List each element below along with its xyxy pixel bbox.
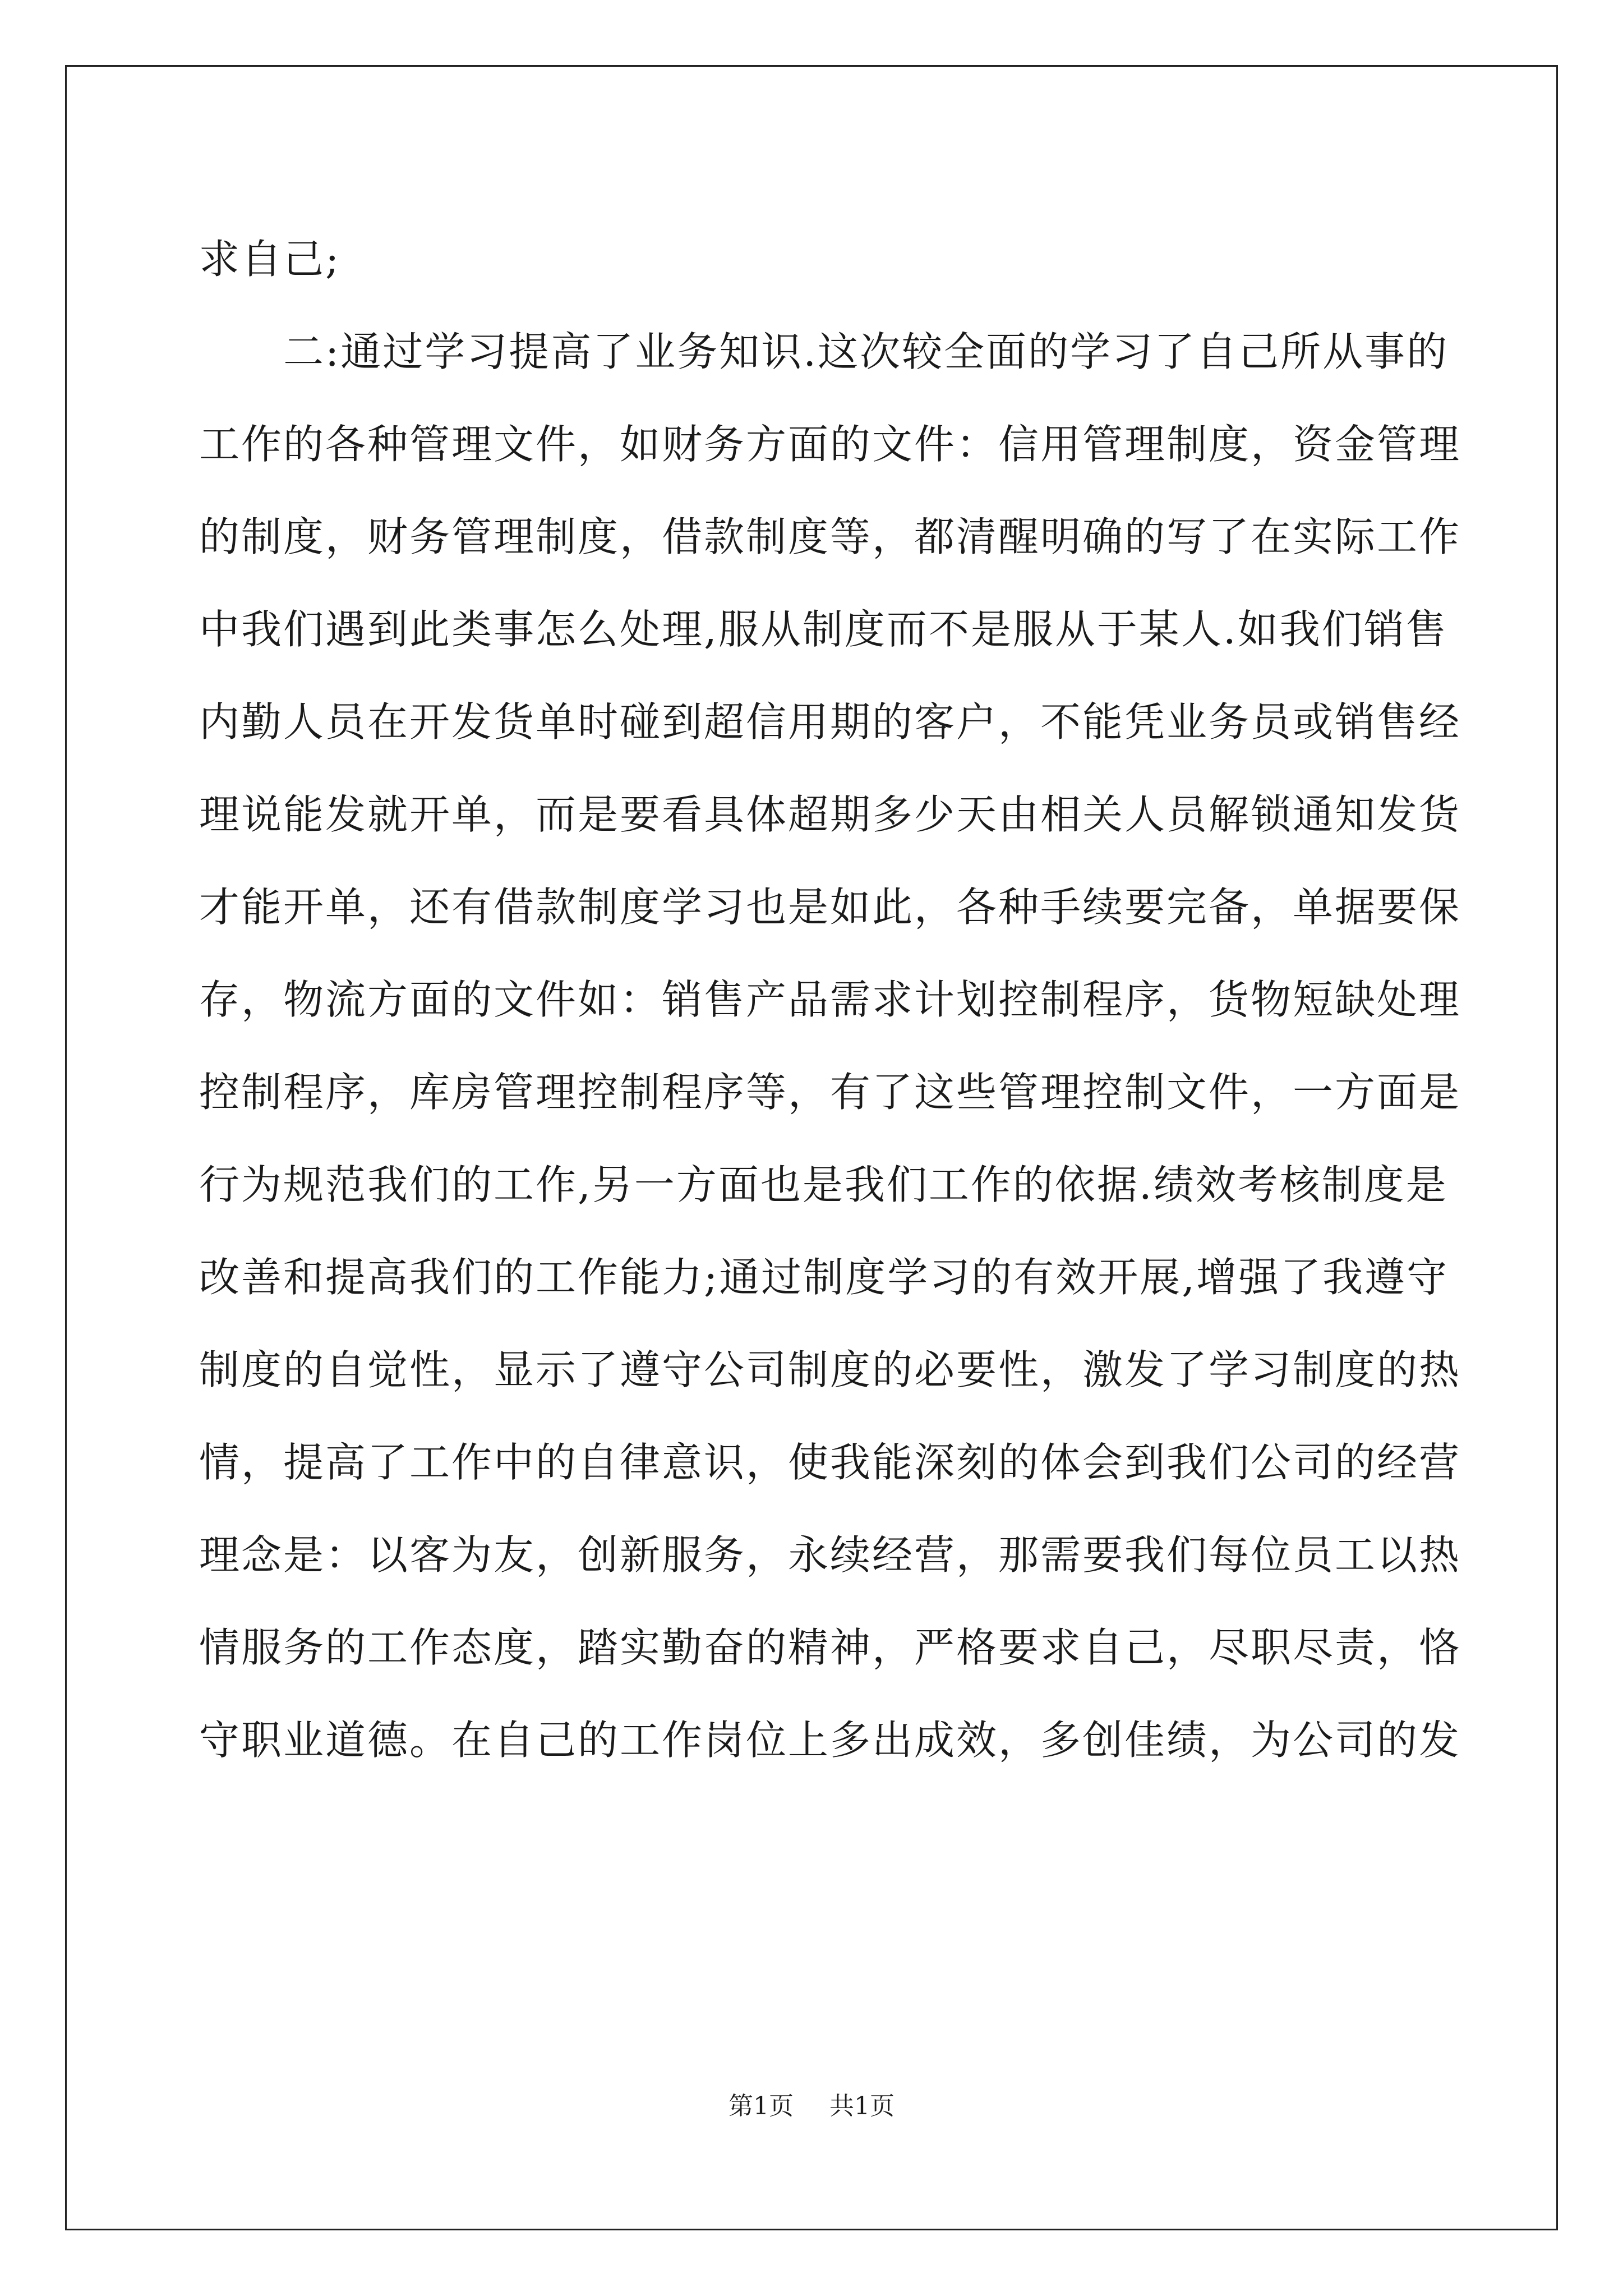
text-line: 中我们遇到此类事怎么处理,服从制度而不是服从于某人.如我们销售 [199,606,1448,653]
text-line: 情服务的工作态度，踏实勤奋的精神，严格要求自己，尽职尽责，恪 [199,1624,1461,1671]
text-line: 情，提高了工作中的自律意识，使我能深刻的体会到我们公司的经营 [199,1439,1461,1486]
text-line: 的制度，财务管理制度，借款制度等，都清醒明确的写了在实际工作 [199,513,1461,560]
text-line: 存，物流方面的文件如：销售产品需求计划控制程序，货物短缺处理 [199,976,1461,1023]
page-total: 共1页 [829,2092,895,2120]
text-line: 控制程序，库房管理控制程序等，有了这些管理控制文件，一方面是 [199,1069,1461,1116]
text-line: 守职业道德。在自己的工作岗位上多出成效，多创佳绩，为公司的发 [199,1717,1461,1764]
text-line: 理说能发就开单，而是要看具体超期多少天由相关人员解锁通知发货 [199,791,1461,838]
text-line: 行为规范我们的工作,另一方面也是我们工作的依据.绩效考核制度是 [199,1161,1448,1208]
text-line: 工作的各种管理文件，如财务方面的文件：信用管理制度，资金管理 [199,421,1461,468]
text-line: 求自己; [199,236,341,283]
page-footer [0,2086,1623,2122]
text-line: 理念是：以客为友，创新服务，永续经营，那需要我们每位员工以热 [199,1531,1461,1579]
text-line: 内勤人员在开发货单时碰到超信用期的客户，不能凭业务员或销售经 [199,698,1461,746]
text-line: 二:通过学习提高了业务知识.这次较全面的学习了自己所从事的 [199,328,1449,375]
text-line: 改善和提高我们的工作能力;通过制度学习的有效开展,增强了我遵守 [199,1254,1449,1301]
page-number: 第1页 [728,2092,794,2120]
document-body [199,213,1461,1787]
text-line: 才能开单，还有借款制度学习也是如此，各种手续要完备，单据要保 [199,884,1461,931]
text-line: 制度的自觉性，显示了遵守公司制度的必要性，激发了学习制度的热 [199,1346,1461,1393]
